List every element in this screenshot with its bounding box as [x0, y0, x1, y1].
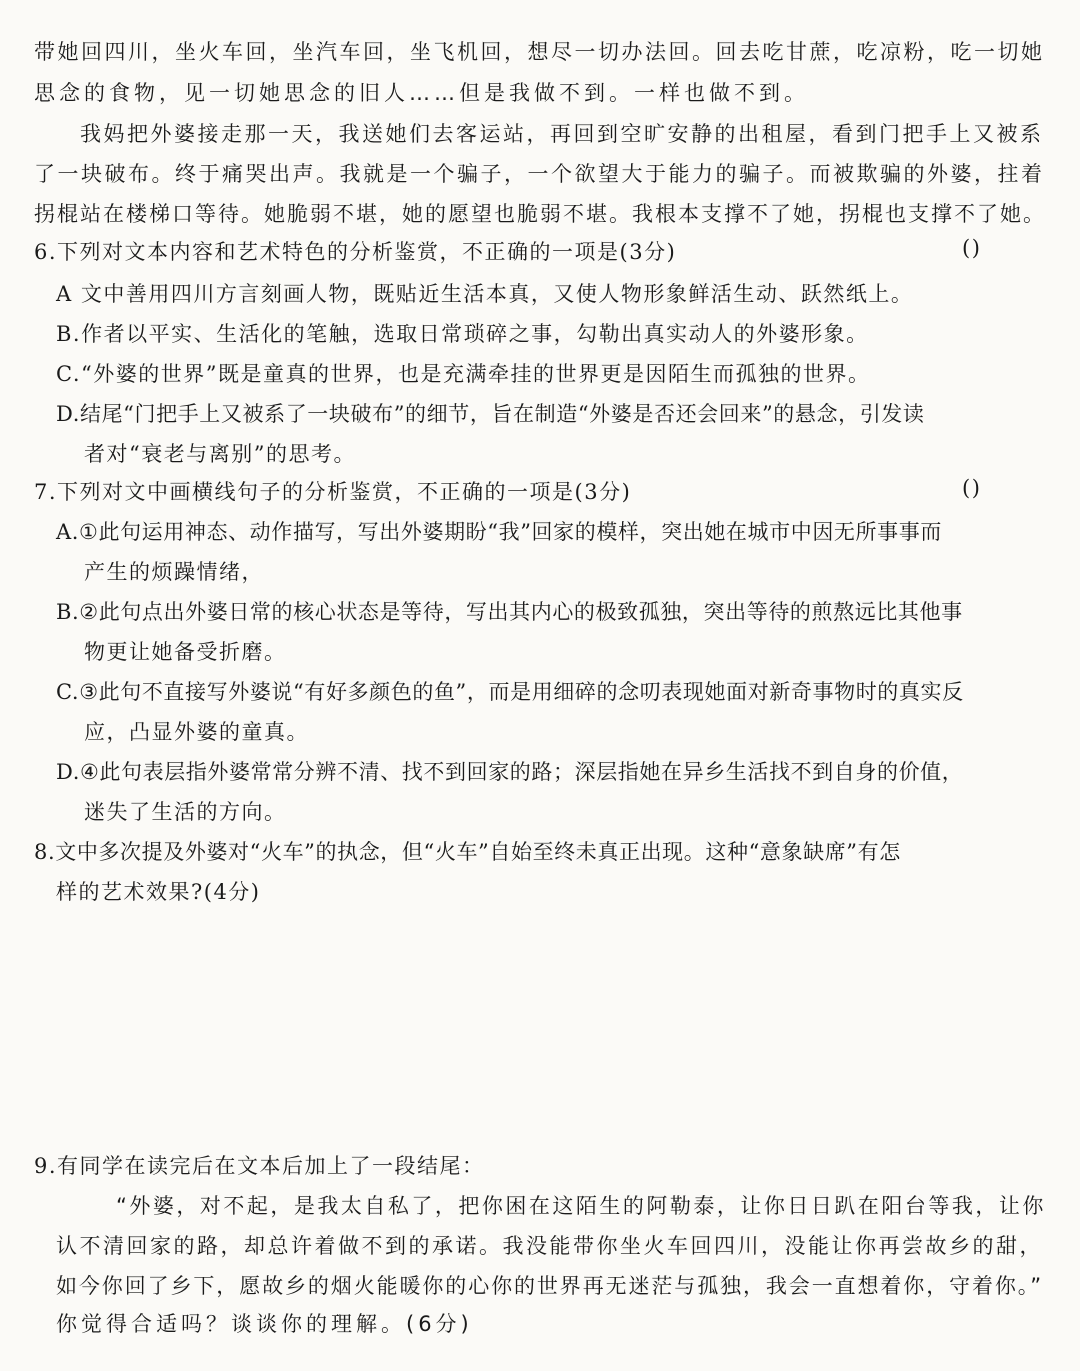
option-d-cont: 者对“衰老与离别”的思考。 [84, 442, 356, 466]
option-a-cont: 产生的烦躁情绪， [84, 560, 264, 584]
option-c: C.③此句不直接写外婆说“有好多颜色的鱼”，而是用细碎的念叨表现她面对新奇事物时的真实反 [56, 680, 964, 704]
question-6-stem: 6.下列对文本内容和艺术特色的分析鉴赏，不正确的一项是(3分) [34, 240, 677, 264]
option-d: D.④此句表层指外婆常常分辨不清、找不到回家的路；深层指她在异乡生活找不到自身的价值， [56, 760, 964, 784]
question-8-stem-cont: 样的艺术效果?(4分) [56, 880, 261, 904]
passage-line: 拐棍站在楼梯口等待。她脆弱不堪，她的愿望也脆弱不堪。我根本支撑不了她，拐棍也支撑不了她。 [34, 202, 1046, 226]
passage-line: 了一块破布。终于痛哭出声。我就是一个骗子，一个欲望大于能力的骗子。而被欺骗的外婆，拄着 [34, 162, 1045, 186]
question-8-stem: 8.文中多次提及外婆对“火车”的执念，但“火车”自始至终未真正出现。这种“意象缺席”有怎 [34, 840, 901, 864]
option-a: A.①此句运用神态、动作描写，写出外婆期盼“我”回家的模样，突出她在城市中因无所事事而 [56, 520, 942, 544]
passage-line: 思念的食物，见一切她思念的旧人……但是我做不到。一样也做不到。 [34, 81, 809, 105]
option-c: C.“外婆的世界”既是童真的世界，也是充满牵挂的世界更是因陌生而孤独的世界。 [56, 362, 871, 386]
option-b-cont: 物更让她备受折磨。 [84, 640, 287, 664]
answer-paren: () [962, 476, 982, 500]
question-9-stem: 9.有同学在读完后在文本后加上了一段结尾： [34, 1154, 485, 1178]
answer-paren: () [962, 236, 982, 260]
option-d-cont: 迷失了生活的方向。 [84, 800, 287, 824]
option-b: B.②此句点出外婆日常的核心状态是等待，写出其内心的极致孤独，突出等待的煎熬远比其他事 [56, 600, 963, 624]
option-c-cont: 应，凸显外婆的童真。 [84, 720, 309, 744]
passage-line: 我妈把外婆接走那一天，我送她们去客运站，再回到空旷安静的出租屋，看到门把手上又被系 [80, 122, 1044, 146]
option-d: D.结尾“门把手上又被系了一块破布”的细节，旨在制造“外婆是否还会回来”的悬念，引发读 [56, 402, 925, 426]
question-7-stem: 7.下列对文中画横线句子的分析鉴赏，不正确的一项是(3分) [34, 480, 632, 504]
option-b: B.作者以平实、生活化的笔触，选取日常琐碎之事，勾勒出真实动人的外婆形象。 [56, 322, 869, 346]
question-9-ask: 你觉得合适吗？谈谈你的理解。(6分) [56, 1312, 473, 1336]
quote-line: 如今你回了乡下，愿故乡的烟火能暖你的心你的世界再无迷茫与孤独，我会一直想着你，守着你。” [56, 1274, 1043, 1298]
option-a: A 文中善用四川方言刻画人物，既贴近生活本真，又使人物形象鲜活生动、跃然纸上。 [56, 282, 914, 306]
quote-line: “外婆，对不起，是我太自私了，把你困在这陌生的阿勒泰，让你日日趴在阳台等我，让你 [116, 1194, 1046, 1218]
passage-line: 带她回四川，坐火车回，坐汽车回，坐飞机回，想尽一切办法回。回去吃甘蔗，吃凉粉，吃一切她 [34, 40, 1045, 64]
quote-line: 认不清回家的路，却总许着做不到的承诺。我没能带你坐火车回四川，没能让你再尝故乡的甜， [56, 1234, 1043, 1258]
